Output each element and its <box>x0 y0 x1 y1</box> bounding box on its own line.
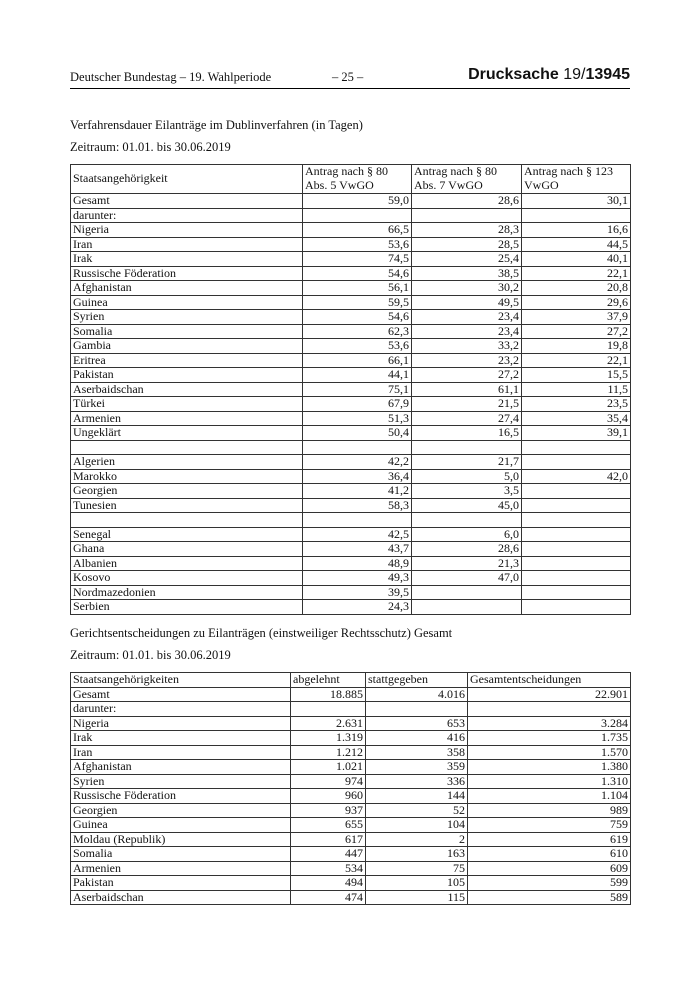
row-label-cell: Gesamt <box>71 687 291 702</box>
value-cell <box>303 513 412 528</box>
value-cell: 1.570 <box>468 745 631 760</box>
row-label-cell: Albanien <box>71 556 303 571</box>
value-cell: 20,8 <box>522 281 631 296</box>
dublin-duration-table <box>70 164 631 615</box>
table-header-row <box>71 165 631 194</box>
table-row <box>71 803 631 818</box>
value-cell: 494 <box>291 876 366 891</box>
value-cell: 759 <box>468 818 631 833</box>
column-header: Staatsangehörigkeit <box>71 165 303 194</box>
table-row <box>71 542 631 557</box>
value-cell: 23,2 <box>412 353 522 368</box>
value-cell: 16,5 <box>412 426 522 441</box>
row-label-cell <box>71 440 303 455</box>
value-cell: 38,5 <box>412 266 522 281</box>
value-cell: 66,1 <box>303 353 412 368</box>
section2-title: Gerichtsentscheidungen zu Eilanträgen (einstweiliger Rechtsschutz) Gesamt <box>70 626 453 640</box>
table-row <box>71 368 631 383</box>
row-label-cell: Russische Föderation <box>71 789 291 804</box>
table-row <box>71 324 631 339</box>
table-row <box>71 760 631 775</box>
value-cell: 6,0 <box>412 527 522 542</box>
value-cell: 2.631 <box>291 716 366 731</box>
table-row <box>71 731 631 746</box>
row-label-cell: darunter: <box>71 702 291 717</box>
table-row <box>71 789 631 804</box>
row-label-cell: Gesamt <box>71 194 303 209</box>
value-cell: 416 <box>366 731 468 746</box>
value-cell: 25,4 <box>412 252 522 267</box>
value-cell: 28,6 <box>412 194 522 209</box>
table-row <box>71 890 631 905</box>
table-row <box>71 397 631 412</box>
value-cell: 48,9 <box>303 556 412 571</box>
value-cell: 53,6 <box>303 339 412 354</box>
value-cell <box>412 440 522 455</box>
value-cell: 28,5 <box>412 237 522 252</box>
value-cell <box>522 571 631 586</box>
column-header: Antrag nach § 80 Abs. 5 VwGO <box>303 165 412 194</box>
row-label-cell: Ghana <box>71 542 303 557</box>
value-cell <box>412 600 522 615</box>
table-row <box>71 484 631 499</box>
value-cell: 18.885 <box>291 687 366 702</box>
value-cell: 163 <box>366 847 468 862</box>
value-cell: 1.310 <box>468 774 631 789</box>
column-header: stattgegeben <box>366 673 468 688</box>
table-row <box>71 440 631 455</box>
dublin-duration-table-body <box>71 194 631 615</box>
row-label-cell: Georgien <box>71 484 303 499</box>
value-cell: 52 <box>366 803 468 818</box>
value-cell: 44,1 <box>303 368 412 383</box>
value-cell: 653 <box>366 716 468 731</box>
value-cell: 115 <box>366 890 468 905</box>
value-cell: 28,6 <box>412 542 522 557</box>
value-cell: 43,7 <box>303 542 412 557</box>
value-cell: 56,1 <box>303 281 412 296</box>
value-cell: 105 <box>366 876 468 891</box>
page-header <box>70 66 630 89</box>
table-row <box>71 847 631 862</box>
table-row <box>71 194 631 209</box>
value-cell: 617 <box>291 832 366 847</box>
value-cell: 358 <box>366 745 468 760</box>
value-cell: 610 <box>468 847 631 862</box>
value-cell: 2 <box>366 832 468 847</box>
row-label-cell: Irak <box>71 731 291 746</box>
value-cell: 21,5 <box>412 397 522 412</box>
row-label-cell: Algerien <box>71 455 303 470</box>
value-cell: 54,6 <box>303 310 412 325</box>
table-row <box>71 252 631 267</box>
table-row <box>71 861 631 876</box>
value-cell: 1.319 <box>291 731 366 746</box>
value-cell: 22,1 <box>522 266 631 281</box>
value-cell <box>468 702 631 717</box>
row-label-cell: Armenien <box>71 411 303 426</box>
value-cell: 447 <box>291 847 366 862</box>
table-row <box>71 498 631 513</box>
value-cell: 75 <box>366 861 468 876</box>
value-cell <box>291 702 366 717</box>
header-drucksache-label: Drucksache <box>468 66 564 83</box>
value-cell: 359 <box>366 760 468 775</box>
table-row <box>71 237 631 252</box>
row-label-cell: Guinea <box>71 295 303 310</box>
value-cell: 1.212 <box>291 745 366 760</box>
row-label-cell: Senegal <box>71 527 303 542</box>
value-cell: 21,3 <box>412 556 522 571</box>
value-cell: 937 <box>291 803 366 818</box>
value-cell: 30,2 <box>412 281 522 296</box>
value-cell: 474 <box>291 890 366 905</box>
court-decisions-table <box>70 672 631 905</box>
value-cell <box>522 455 631 470</box>
table-row <box>71 702 631 717</box>
value-cell: 39,5 <box>303 585 412 600</box>
row-label-cell: Nigeria <box>71 716 291 731</box>
value-cell <box>522 498 631 513</box>
value-cell: 1.735 <box>468 731 631 746</box>
value-cell: 53,6 <box>303 237 412 252</box>
value-cell: 4.016 <box>366 687 468 702</box>
value-cell: 16,6 <box>522 223 631 238</box>
value-cell <box>522 556 631 571</box>
value-cell: 5,0 <box>412 469 522 484</box>
value-cell: 42,0 <box>522 469 631 484</box>
value-cell: 27,4 <box>412 411 522 426</box>
column-header: Gesamtentscheidungen <box>468 673 631 688</box>
row-label-cell: Georgien <box>71 803 291 818</box>
column-header: Antrag nach § 80 Abs. 7 VwGO <box>412 165 522 194</box>
value-cell: 75,1 <box>303 382 412 397</box>
value-cell: 3.284 <box>468 716 631 731</box>
section2-period: Zeitraum: 01.01. bis 30.06.2019 <box>70 648 231 662</box>
value-cell: 3,5 <box>412 484 522 499</box>
value-cell: 589 <box>468 890 631 905</box>
table-row <box>71 600 631 615</box>
value-cell: 619 <box>468 832 631 847</box>
value-cell: 29,6 <box>522 295 631 310</box>
header-drucksache <box>468 66 630 84</box>
table-row <box>71 295 631 310</box>
table-row <box>71 832 631 847</box>
table-row <box>71 774 631 789</box>
header-publication: Deutscher Bundestag – 19. Wahlperiode <box>70 70 272 84</box>
section1-period: Zeitraum: 01.01. bis 30.06.2019 <box>70 140 231 154</box>
value-cell <box>522 542 631 557</box>
row-label-cell: Marokko <box>71 469 303 484</box>
row-label-cell: Tunesien <box>71 498 303 513</box>
table-row <box>71 266 631 281</box>
court-decisions-table-body <box>71 687 631 905</box>
row-label-cell: Somalia <box>71 847 291 862</box>
value-cell: 49,3 <box>303 571 412 586</box>
value-cell: 59,0 <box>303 194 412 209</box>
value-cell: 960 <box>291 789 366 804</box>
value-cell: 35,4 <box>522 411 631 426</box>
section1-title: Verfahrensdauer Eilanträge im Dublinverfahren (in Tagen) <box>70 118 363 132</box>
row-label-cell: darunter: <box>71 208 303 223</box>
value-cell: 15,5 <box>522 368 631 383</box>
value-cell: 655 <box>291 818 366 833</box>
value-cell: 336 <box>366 774 468 789</box>
row-label-cell: Kosovo <box>71 571 303 586</box>
row-label-cell: Armenien <box>71 861 291 876</box>
row-label-cell: Afghanistan <box>71 760 291 775</box>
value-cell: 23,4 <box>412 310 522 325</box>
value-cell: 104 <box>366 818 468 833</box>
value-cell: 24,3 <box>303 600 412 615</box>
row-label-cell: Pakistan <box>71 368 303 383</box>
table-row <box>71 411 631 426</box>
header-drucksache-prefix: 19/ <box>563 66 586 83</box>
table-row <box>71 353 631 368</box>
row-label-cell: Moldau (Republik) <box>71 832 291 847</box>
value-cell: 144 <box>366 789 468 804</box>
row-label-cell: Syrien <box>71 774 291 789</box>
row-label-cell: Iran <box>71 237 303 252</box>
table-row <box>71 281 631 296</box>
value-cell: 44,5 <box>522 237 631 252</box>
value-cell <box>412 513 522 528</box>
table-row <box>71 876 631 891</box>
value-cell: 33,2 <box>412 339 522 354</box>
value-cell: 41,2 <box>303 484 412 499</box>
value-cell: 22,1 <box>522 353 631 368</box>
table-row <box>71 556 631 571</box>
header-page-number: – 25 – <box>332 70 364 84</box>
row-label-cell: Pakistan <box>71 876 291 891</box>
table-row <box>71 585 631 600</box>
value-cell <box>522 513 631 528</box>
value-cell: 62,3 <box>303 324 412 339</box>
row-label-cell: Aserbaidschan <box>71 382 303 397</box>
value-cell: 39,1 <box>522 426 631 441</box>
value-cell: 974 <box>291 774 366 789</box>
value-cell: 11,5 <box>522 382 631 397</box>
value-cell: 59,5 <box>303 295 412 310</box>
value-cell: 51,3 <box>303 411 412 426</box>
value-cell: 19,8 <box>522 339 631 354</box>
value-cell: 42,2 <box>303 455 412 470</box>
row-label-cell: Afghanistan <box>71 281 303 296</box>
value-cell <box>522 527 631 542</box>
value-cell: 27,2 <box>412 368 522 383</box>
value-cell: 22.901 <box>468 687 631 702</box>
value-cell: 49,5 <box>412 295 522 310</box>
value-cell <box>522 440 631 455</box>
table-row <box>71 513 631 528</box>
value-cell <box>522 585 631 600</box>
value-cell <box>522 600 631 615</box>
table-header-row <box>71 673 631 688</box>
value-cell: 599 <box>468 876 631 891</box>
value-cell: 1.021 <box>291 760 366 775</box>
row-label-cell: Eritrea <box>71 353 303 368</box>
table-row <box>71 571 631 586</box>
value-cell: 1.104 <box>468 789 631 804</box>
row-label-cell: Iran <box>71 745 291 760</box>
table-row <box>71 310 631 325</box>
table-row <box>71 527 631 542</box>
value-cell: 30,1 <box>522 194 631 209</box>
value-cell: 27,2 <box>522 324 631 339</box>
value-cell: 1.380 <box>468 760 631 775</box>
value-cell: 42,5 <box>303 527 412 542</box>
value-cell <box>303 208 412 223</box>
column-header: Staatsangehörigkeiten <box>71 673 291 688</box>
table-row <box>71 223 631 238</box>
value-cell: 66,5 <box>303 223 412 238</box>
value-cell: 67,9 <box>303 397 412 412</box>
table-row <box>71 716 631 731</box>
row-label-cell: Guinea <box>71 818 291 833</box>
row-label-cell: Türkei <box>71 397 303 412</box>
row-label-cell: Syrien <box>71 310 303 325</box>
value-cell: 74,5 <box>303 252 412 267</box>
value-cell: 28,3 <box>412 223 522 238</box>
value-cell: 61,1 <box>412 382 522 397</box>
value-cell <box>366 702 468 717</box>
row-label-cell: Irak <box>71 252 303 267</box>
table-row <box>71 339 631 354</box>
table-row <box>71 208 631 223</box>
value-cell: 47,0 <box>412 571 522 586</box>
value-cell <box>303 440 412 455</box>
table-row <box>71 382 631 397</box>
value-cell: 58,3 <box>303 498 412 513</box>
value-cell <box>522 484 631 499</box>
row-label-cell: Nordmazedonien <box>71 585 303 600</box>
value-cell: 609 <box>468 861 631 876</box>
value-cell: 36,4 <box>303 469 412 484</box>
table-row <box>71 745 631 760</box>
column-header: Antrag nach § 123 VwGO <box>522 165 631 194</box>
value-cell: 54,6 <box>303 266 412 281</box>
table-row <box>71 818 631 833</box>
header-drucksache-number: 13945 <box>585 66 630 83</box>
row-label-cell: Russische Föderation <box>71 266 303 281</box>
row-label-cell <box>71 513 303 528</box>
value-cell: 37,9 <box>522 310 631 325</box>
row-label-cell: Aserbaidschan <box>71 890 291 905</box>
value-cell: 23,5 <box>522 397 631 412</box>
row-label-cell: Nigeria <box>71 223 303 238</box>
column-header: abgelehnt <box>291 673 366 688</box>
table-row <box>71 455 631 470</box>
value-cell: 23,4 <box>412 324 522 339</box>
row-label-cell: Ungeklärt <box>71 426 303 441</box>
value-cell: 45,0 <box>412 498 522 513</box>
value-cell <box>412 585 522 600</box>
value-cell: 989 <box>468 803 631 818</box>
row-label-cell: Somalia <box>71 324 303 339</box>
table-row <box>71 426 631 441</box>
value-cell <box>522 208 631 223</box>
value-cell: 50,4 <box>303 426 412 441</box>
row-label-cell: Gambia <box>71 339 303 354</box>
value-cell: 534 <box>291 861 366 876</box>
row-label-cell: Serbien <box>71 600 303 615</box>
value-cell <box>412 208 522 223</box>
value-cell: 21,7 <box>412 455 522 470</box>
table-row <box>71 687 631 702</box>
value-cell: 40,1 <box>522 252 631 267</box>
table-row <box>71 469 631 484</box>
